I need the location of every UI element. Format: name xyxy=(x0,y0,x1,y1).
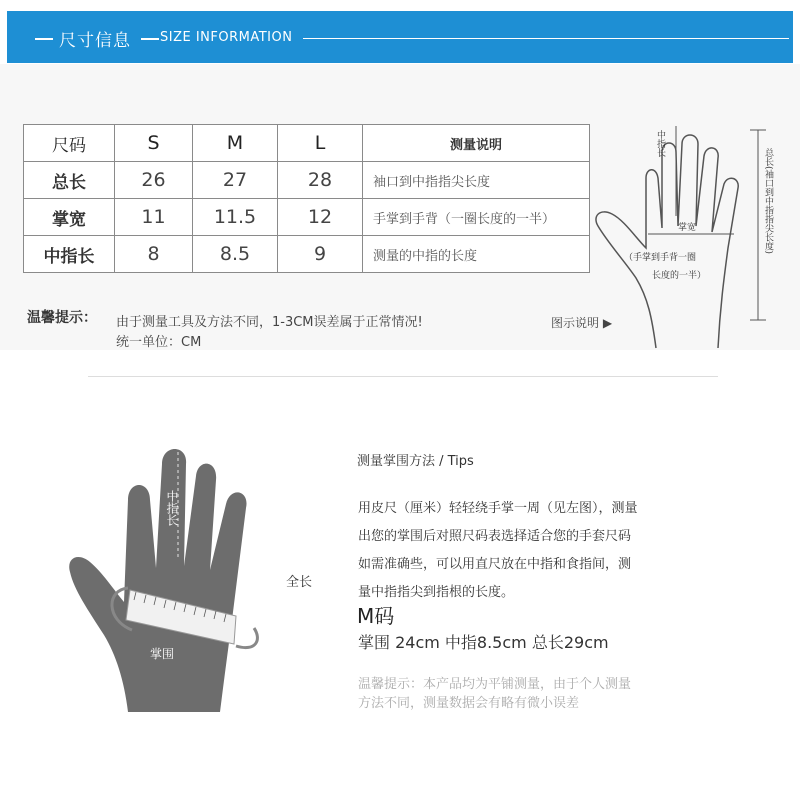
tips-line: 量中指指尖到指根的长度。 xyxy=(358,585,515,600)
row-label: 掌宽 xyxy=(24,199,115,236)
table-row xyxy=(24,236,590,273)
header-title-en: SIZE INFORMATION xyxy=(160,30,293,45)
notice-line-1: 由于测量工具及方法不同，1-3CM误差属于正常情况! xyxy=(116,315,423,330)
top-palm-label: 掌宽 xyxy=(678,223,697,233)
row-label: 总长 xyxy=(24,162,115,199)
tips-title: 测量掌围方法 / Tips xyxy=(357,454,474,469)
header-dash-right xyxy=(141,38,159,40)
cell-m: 11.5 xyxy=(193,199,278,236)
notice-label: 温馨提示： xyxy=(27,310,97,326)
size-m-heading: M码 xyxy=(357,604,395,628)
palm-circumference-label: 掌围 xyxy=(150,647,175,661)
header-banner xyxy=(7,11,793,63)
row-label: 中指长 xyxy=(24,236,115,273)
header-s: S xyxy=(115,125,193,162)
notice-line-2: 统一单位：CM xyxy=(116,335,202,350)
header-line xyxy=(303,38,789,39)
header-dash-left xyxy=(35,38,53,40)
top-total-length-label: 总长(袖口到中指指尖长度) xyxy=(763,148,773,255)
cell-description: 袖口到中指指尖长度 xyxy=(363,162,590,199)
top-palm-note-2: 长度的一半） xyxy=(652,271,707,281)
cell-s: 8 xyxy=(115,236,193,273)
cell-m: 27 xyxy=(193,162,278,199)
cell-s: 11 xyxy=(115,199,193,236)
cell-l: 12 xyxy=(278,199,363,236)
hint-line: 方法不同，测量数据会有略有微小误差 xyxy=(358,696,580,711)
tips-line: 出您的掌围后对照尺码表选择适合您的手套尺码 xyxy=(358,529,632,544)
hand-outline-icon xyxy=(596,135,738,348)
cell-l: 9 xyxy=(278,236,363,273)
hand-measure-diagram xyxy=(66,440,276,720)
cell-description: 手掌到手背（一圈长度的一半） xyxy=(363,199,590,236)
header-title-cn: 尺寸信息 xyxy=(59,31,131,51)
cell-s: 26 xyxy=(115,162,193,199)
wrap-arrow-right xyxy=(236,628,257,648)
hint-line: 温馨提示：本产品均为平铺测量，由于个人测量 xyxy=(358,677,632,692)
diagram-caption: 图示说明 ▶ xyxy=(551,316,613,330)
header-m: M xyxy=(193,125,278,162)
hand-outline-diagram xyxy=(590,108,800,352)
measure-hint xyxy=(358,675,688,713)
header-size: 尺码 xyxy=(24,125,115,162)
gray-hand-icon xyxy=(69,449,246,712)
header-description: 测量说明 xyxy=(363,125,590,162)
size-m-detail: 掌围 24cm 中指8.5cm 总长29cm xyxy=(358,633,609,652)
cell-description: 测量的中指的长度 xyxy=(363,236,590,273)
section-divider xyxy=(88,376,718,377)
header-l: L xyxy=(278,125,363,162)
table-row xyxy=(24,162,590,199)
tips-body xyxy=(358,495,698,607)
table-header-row xyxy=(24,125,590,162)
tips-line: 用皮尺（厘米）轻轻绕手掌一周（见左图），测量 xyxy=(358,501,638,516)
cell-l: 28 xyxy=(278,162,363,199)
top-middle-finger-label: 中指长 xyxy=(655,130,665,157)
size-table xyxy=(23,124,590,273)
cell-m: 8.5 xyxy=(193,236,278,273)
table-row xyxy=(24,199,590,236)
top-palm-note-1: （手掌到手背一圈 xyxy=(624,253,697,263)
full-length-label: 全长 xyxy=(286,575,313,590)
tips-line: 如需准确些，可以用直尺放在中指和食指间，测 xyxy=(358,557,632,572)
finger-length-label: 中指长 xyxy=(165,490,179,526)
